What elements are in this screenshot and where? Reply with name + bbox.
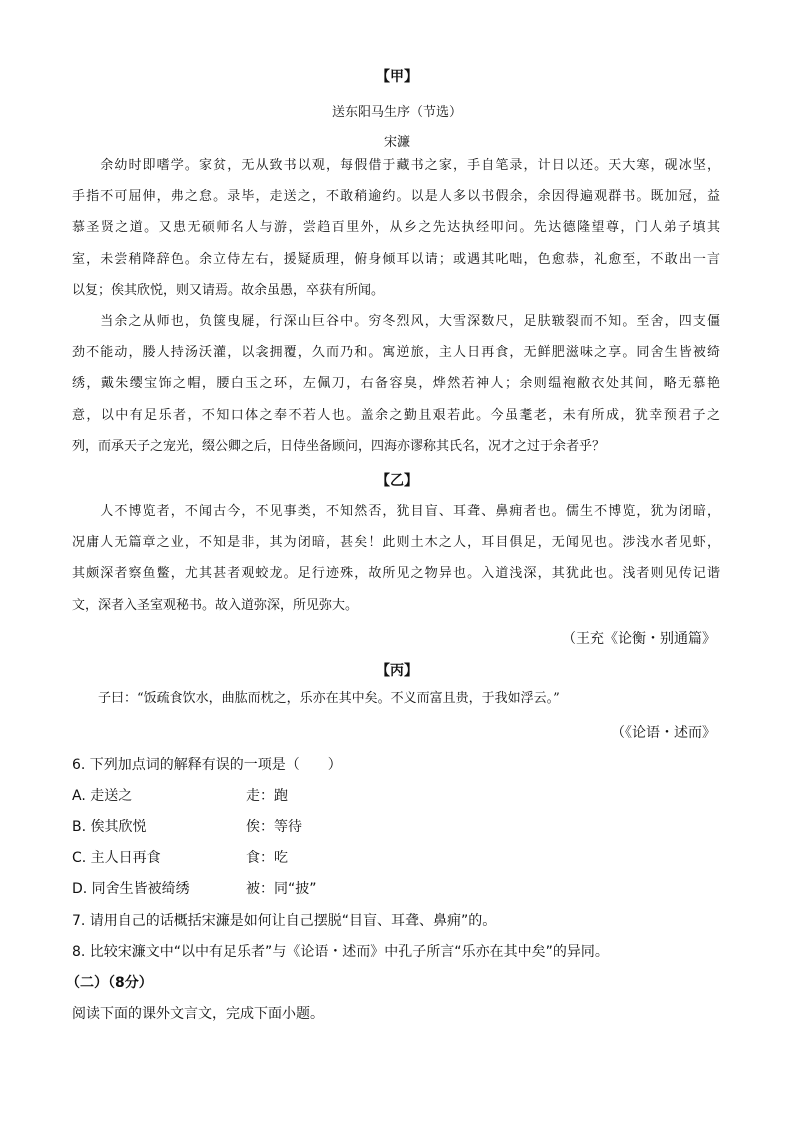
text-line: 以复；俟其欣悦，则又请焉。故余虽愚，卒获有所闻。	[72, 282, 385, 298]
option-d-text: D. 同舍生皆被绮绣	[72, 881, 190, 897]
text-line: 劲不能动，媵人持汤沃灌，以衾拥覆，久而乃和。寓逆旅，主人日再食，无鲜肥滋味之享。同舍生皆被绮	[72, 345, 720, 361]
text-line: 绣，戴朱缨宝饰之帽，腰白玉之环，左佩刀，右备容臭，烨然若神人；余则缊袍敝衣处其间，略无慕艳	[72, 376, 720, 392]
option-c-text: C. 主人日再食	[72, 850, 161, 866]
option-c-gloss: 食：吃	[246, 850, 288, 866]
text-line: 室，未尝稍降辞色。余立侍左右，援疑质理，俯身倾耳以请；或遇其叱咄，色愈恭，礼愈至，不敢出一言	[72, 251, 720, 267]
text-line: 文，深者入圣室观秘书。故入道弥深，所见弥大。	[72, 597, 359, 613]
section-bing-heading: 【丙】	[376, 663, 418, 679]
passage-title: 送东阳马生序（节选）	[331, 105, 462, 120]
section-jia-heading: 【甲】	[376, 69, 418, 85]
option-b-gloss: 俟：等待	[246, 819, 302, 835]
passage-jia-body	[72, 150, 720, 462]
option-a-gloss: 走：跑	[246, 788, 288, 804]
text-line: 手指不可屈伸，弗之怠。录毕，走送之，不敢稍逾约。以是人多以书假余，余因得遍观群书。既加冠，益	[72, 189, 720, 205]
text-line: 况庸人无篇章之业，不知是非，其为闭暗，甚矣！此则土木之人，耳目俱足，无闻见也。涉浅水者见虾，	[72, 535, 720, 551]
question-7: 7. 请用自己的话概括宋濂是如何让自己摆脱“目盲、耳聋、鼻痈”的。	[72, 913, 497, 929]
option-a-text: A. 走送之	[72, 788, 133, 804]
question-8: 8. 比较宋濂文中“以中有足乐者”与《论语・述而》中孔子所言“乐亦在其中矣”的异同。	[72, 944, 609, 960]
source-citation-bing: （《论语・述而》	[611, 725, 716, 741]
text-line: 子曰：“饭疏食饮水，曲肱而枕之，乐亦在其中矣。不义而富且贵，于我如浮云。”	[72, 691, 560, 706]
passage-yi-body	[72, 496, 720, 621]
section-yi-heading: 【乙】	[376, 473, 418, 489]
text-line: 余幼时即嗜学。家贫，无从致书以观，每假借于藏书之家，手自笔录，计日以还。天大寒，砚冰坚，	[72, 158, 720, 173]
source-citation-yi: （王充《论衡・别通篇》	[562, 631, 716, 647]
text-line: 人不博览者，不闻古今，不见事类，不知然否，犹目盲、耳聋、鼻痈者也。儒生不博览，犹为闭暗，	[72, 504, 720, 519]
question-6-stem: 6. 下列加点词的解释有误的一项是（ ）	[72, 757, 342, 773]
text-line: 其颇深者察鱼鳖，尤其甚者观蛟龙。足行迹殊，故所见之物异也。入道浅深，其犹此也。浅者则见传记谐	[72, 566, 720, 582]
part-2-intro: 阅读下面的课外文言文，完成下面小题。	[72, 1006, 324, 1022]
text-line: 列，而承天子之宠光，缀公卿之后，日侍坐备顾问，四海亦谬称其氏名，况才之过于余者乎？	[72, 438, 606, 454]
passage-bing-body	[72, 683, 720, 714]
part-2-heading: （二）（8分）	[66, 975, 153, 991]
option-b-text: B. 俟其欣悦	[72, 819, 147, 835]
text-line: 意，以中有足乐者，不知口体之奉不若人也。盖余之勤且艰若此。今虽耄老，未有所成，犹幸预君子之	[72, 407, 720, 423]
passage-author: 宋濂	[383, 135, 410, 150]
option-d-gloss: 被：同“披”	[246, 881, 317, 897]
text-line: 当余之从师也，负箧曳屣，行深山巨谷中。穷冬烈风，大雪深数尺，足肤皲裂而不知。至舍，四支僵	[72, 313, 720, 329]
text-line: 慕圣贤之道。又患无硕师名人与游，尝趋百里外，从乡之先达执经叩问。先达德隆望尊，门人弟子填其	[72, 220, 720, 236]
